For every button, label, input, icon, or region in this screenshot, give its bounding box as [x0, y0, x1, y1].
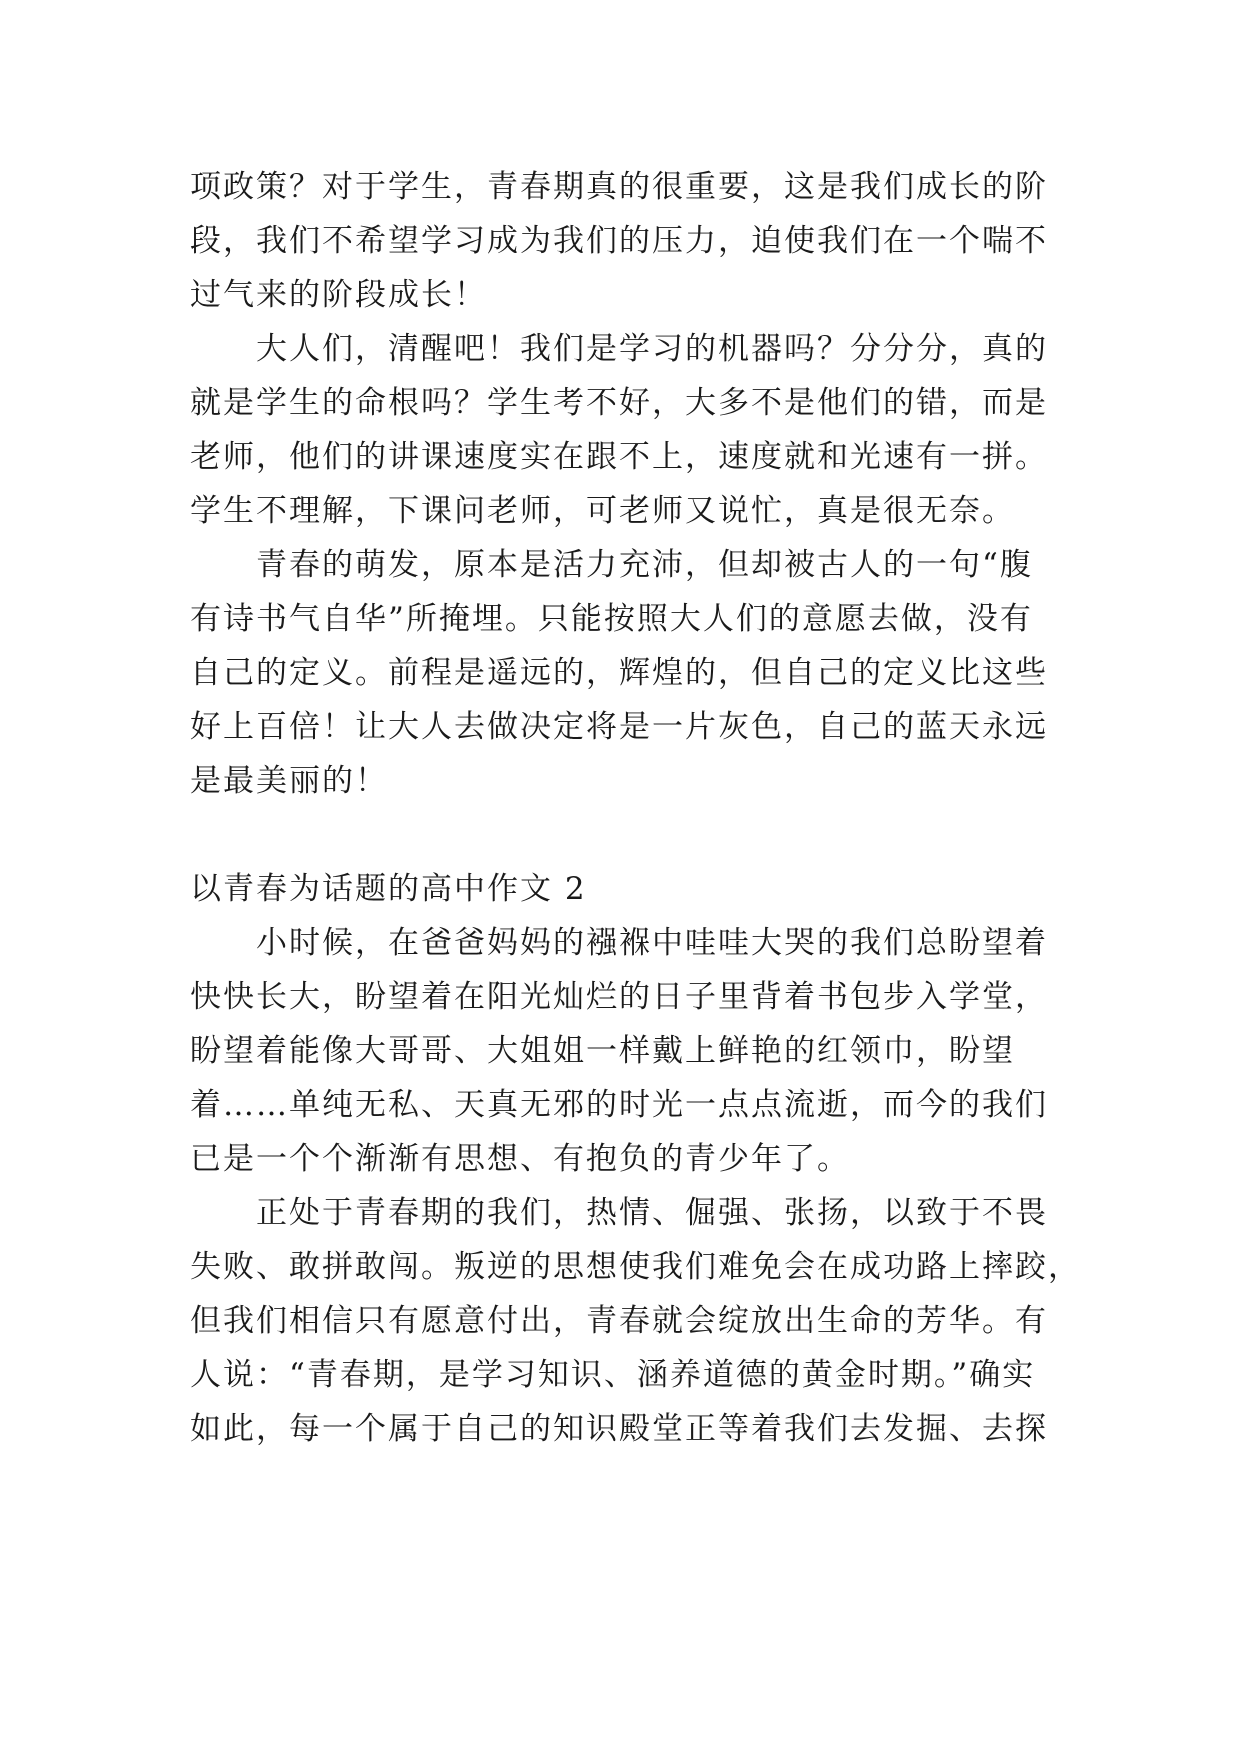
section-gap	[190, 808, 1070, 862]
paragraph-4	[190, 916, 1070, 1186]
text-line: 老师，他们的讲课速度实在跟不上，速度就和光速有一拼。	[190, 439, 1048, 475]
paragraph-5	[190, 1186, 1081, 1456]
text-line: 盼望着能像大哥哥、大姐姐一样戴上鲜艳的红领巾，盼望	[190, 1033, 1015, 1069]
text-line: 已是一个个渐渐有思想、有抱负的青少年了。	[190, 1141, 850, 1177]
text-line: 段，我们不希望学习成为我们的压力，迫使我们在一个喘不	[190, 223, 1048, 259]
text-line: 大人们，清醒吧！我们是学习的机器吗？分分分，真的	[256, 331, 1048, 367]
text-line: 就是学生的命根吗？学生考不好，大多不是他们的错，而是	[190, 385, 1048, 421]
text-line: 小时候，在爸爸妈妈的襁褓中哇哇大哭的我们总盼望着	[256, 925, 1048, 961]
text-line: 着……单纯无私、天真无邪的时光一点点流逝，而今的我们	[190, 1087, 1048, 1123]
paragraph-2	[190, 322, 1070, 538]
text-line: 如此，每一个属于自己的知识殿堂正等着我们去发掘、去探	[190, 1411, 1048, 1447]
document-body	[190, 160, 1081, 1456]
text-line: 失败、敢拼敢闯。叛逆的思想使我们难免会在成功路上摔跤，	[190, 1249, 1081, 1285]
text-line: 正处于青春期的我们，热情、倔强、张扬，以致于不畏	[256, 1195, 1048, 1231]
text-line: 人说：“青春期，是学习知识、涵养道德的黄金时期。”确实	[190, 1357, 1036, 1393]
text-line: 自己的定义。前程是遥远的，辉煌的，但自己的定义比这些	[190, 655, 1048, 691]
paragraph-3	[190, 538, 1070, 808]
text-line: 过气来的阶段成长！	[190, 277, 487, 313]
text-line: 快快长大，盼望着在阳光灿烂的日子里背着书包步入学堂，	[190, 979, 1048, 1015]
paragraph-1	[190, 160, 1070, 322]
text-line: 但我们相信只有愿意付出，青春就会绽放出生命的芳华。有	[190, 1303, 1048, 1339]
text-line: 是最美丽的！	[190, 763, 388, 799]
text-line: 有诗书气自华”所掩埋。只能按照大人们的意愿去做，没有	[190, 601, 1033, 637]
text-line: 好上百倍！让大人去做决定将是一片灰色，自己的蓝天永远	[190, 709, 1048, 745]
section-heading: 以青春为话题的高中作文 2	[190, 871, 587, 907]
text-line: 项政策？对于学生，青春期真的很重要，这是我们成长的阶	[190, 169, 1048, 205]
text-line: 青春的萌发，原本是活力充沛，但却被古人的一句“腹	[256, 547, 1033, 583]
text-line: 学生不理解，下课问老师，可老师又说忙，真是很无奈。	[190, 493, 1015, 529]
